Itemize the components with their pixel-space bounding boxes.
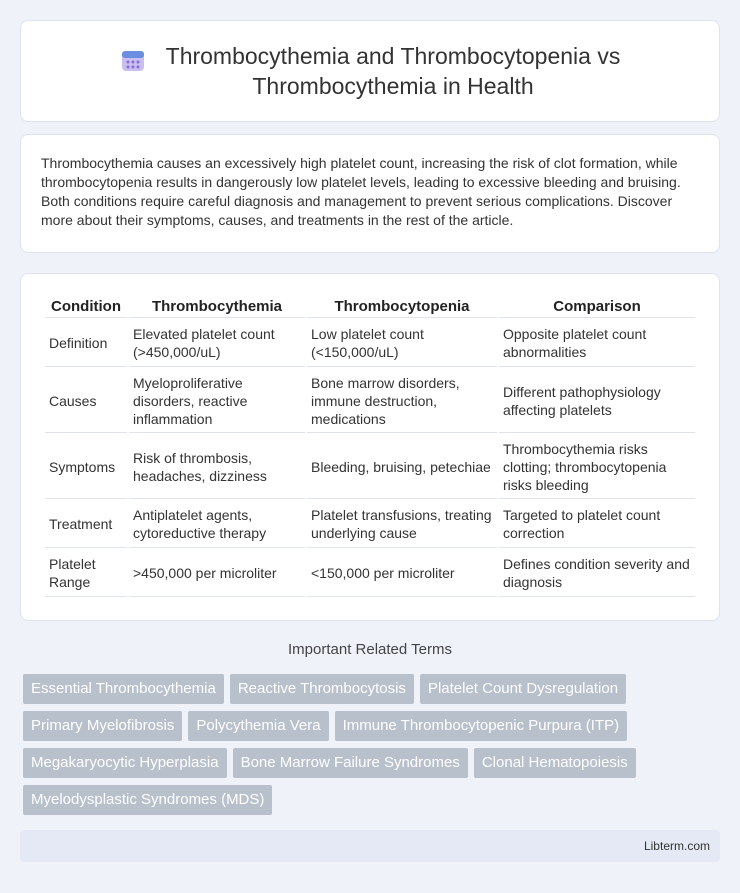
table-cell: Myeloproliferative disorders, reactive inflammation — [129, 369, 305, 433]
table-cell: Antiplatelet agents, cytoreductive therapy — [129, 501, 305, 548]
table-cell: Elevated platelet count (>450,000/uL) — [129, 320, 305, 367]
page-title — [166, 41, 621, 101]
table-cell: Platelet Range — [45, 550, 127, 597]
related-term-tag[interactable]: Megakaryocytic Hyperplasia — [23, 748, 227, 778]
table-row — [45, 320, 695, 367]
table-cell: Definition — [45, 320, 127, 367]
column-header: Thrombocytopenia — [307, 296, 497, 318]
footer — [20, 830, 720, 862]
comparison-table-card — [20, 273, 720, 621]
comparison-table — [43, 294, 697, 599]
table-cell: Different pathophysiology affecting platelets — [499, 369, 695, 433]
related-term-tag[interactable]: Essential Thrombocythemia — [23, 674, 224, 704]
table-cell: Platelet transfusions, treating underlying cause — [307, 501, 497, 548]
page-title-line-1: Thrombocythemia and Thrombocytopenia vs — [165, 43, 621, 69]
column-header: Condition — [45, 296, 127, 318]
intro-card — [20, 134, 720, 253]
table-cell: Defines condition severity and diagnosis — [499, 550, 695, 597]
page-title-line-2: Thrombocythemia in Health — [252, 73, 534, 99]
related-term-tag[interactable]: Reactive Thrombocytosis — [230, 674, 414, 704]
related-term-tag[interactable]: Clonal Hematopoiesis — [474, 748, 636, 778]
table-row — [45, 435, 695, 499]
table-cell: Treatment — [45, 501, 127, 548]
related-term-tag[interactable]: Polycythemia Vera — [188, 711, 328, 741]
footer-site-link[interactable]: Libterm.com — [643, 839, 710, 853]
table-cell: Opposite platelet count abnormalities — [499, 320, 695, 367]
table-row — [45, 550, 695, 597]
intro-text: Thrombocythemia causes an excessively high platelet count, increasing the risk of clot formation, while thrombocytopenia results in dangerously low platelet levels, leading to excessive bleeding and bruising. Both conditions require careful diagnosis and management to prevent serious complications. Discover more about their symptoms, causes, and treatments in the rest of the article. — [41, 155, 681, 228]
table-cell: Thrombocythemia risks clotting; thrombocytopenia risks bleeding — [499, 435, 695, 499]
table-cell: Low platelet count (<150,000/uL) — [307, 320, 497, 367]
related-term-tag[interactable]: Immune Thrombocytopenic Purpura (ITP) — [335, 711, 628, 741]
related-term-tag[interactable]: Primary Myelofibrosis — [23, 711, 182, 741]
table-cell: Bleeding, bruising, petechiae — [307, 435, 497, 499]
related-term-tag[interactable]: Platelet Count Dysregulation — [420, 674, 626, 704]
column-header: Comparison — [499, 296, 695, 318]
calendar-icon — [120, 47, 146, 73]
column-header: Thrombocythemia — [129, 296, 305, 318]
related-term-tag[interactable]: Bone Marrow Failure Syndromes — [233, 748, 468, 778]
table-cell: Targeted to platelet count correction — [499, 501, 695, 548]
table-cell: >450,000 per microliter — [129, 550, 305, 597]
table-cell: Symptoms — [45, 435, 127, 499]
title-card — [20, 20, 720, 122]
table-row — [45, 369, 695, 433]
table-cell: Causes — [45, 369, 127, 433]
table-row — [45, 501, 695, 548]
related-terms-list — [23, 674, 723, 822]
table-cell: Bone marrow disorders, immune destruction, medications — [307, 369, 497, 433]
table-cell: Risk of thrombosis, headaches, dizziness — [129, 435, 305, 499]
related-terms-title: Important Related Terms — [288, 641, 452, 658]
table-cell: <150,000 per microliter — [307, 550, 497, 597]
related-term-tag[interactable]: Myelodysplastic Syndromes (MDS) — [23, 785, 272, 815]
table-header-row — [45, 296, 695, 318]
